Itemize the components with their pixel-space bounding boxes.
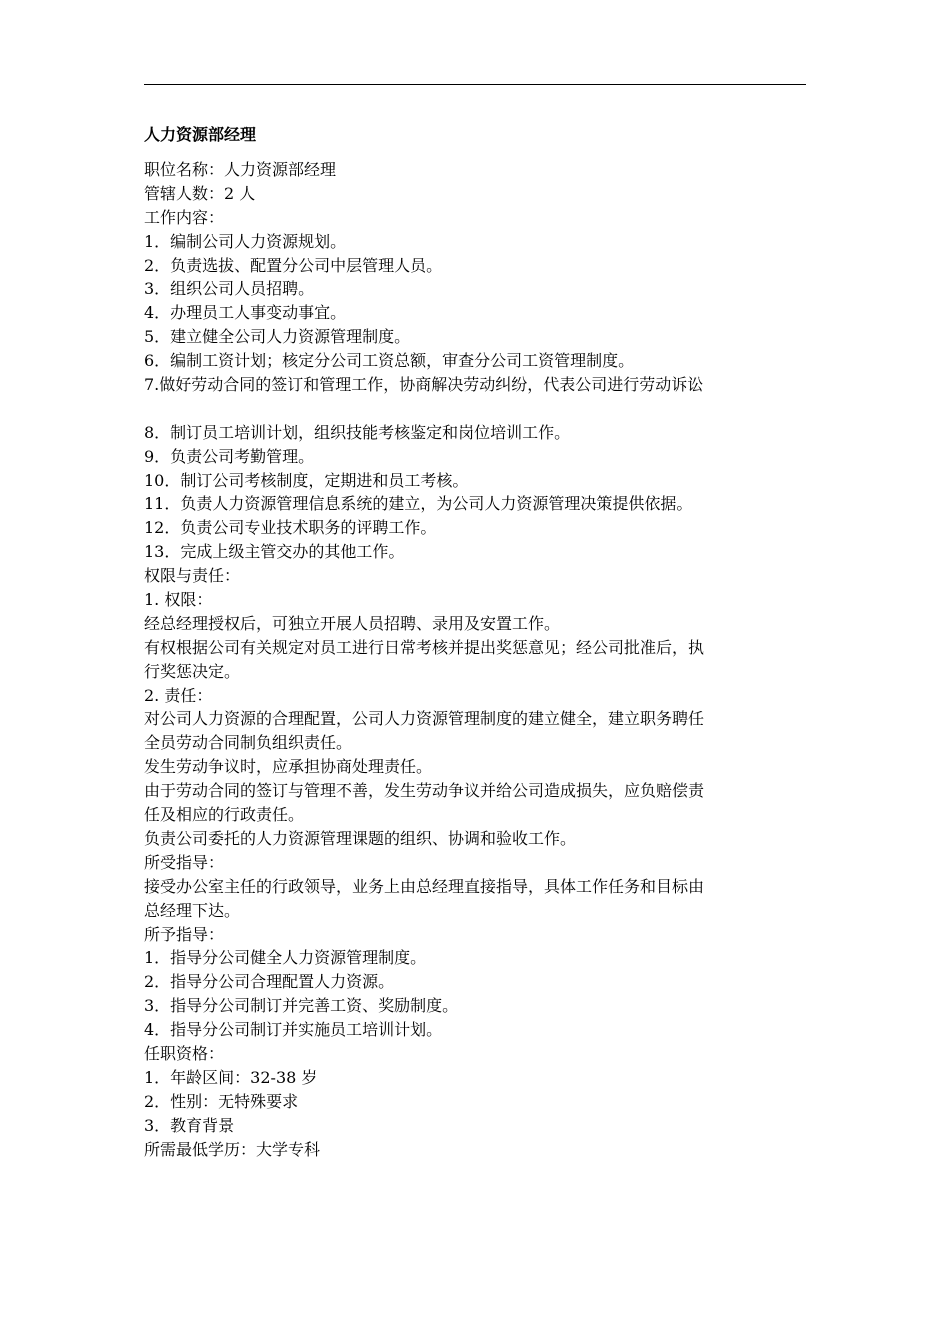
document-title: 人力资源部经理: [144, 125, 257, 144]
text-line: 12．负责公司专业技术职务的评聘工作。: [144, 518, 437, 538]
text-line: 3．教育背景: [144, 1115, 235, 1135]
document-body: [144, 124, 808, 1161]
text-line: 3．指导分公司制订并完善工资、奖励制度。: [144, 996, 459, 1016]
section-heading: 权限与责任：: [144, 566, 241, 586]
section-heading: 所受指导：: [144, 852, 225, 872]
section-heading: 所予指导：: [144, 924, 225, 944]
blank-line: [144, 397, 808, 421]
text-line: 发生劳动争议时，应承担协商处理责任。: [144, 757, 433, 777]
text-line: 全员劳动合同制负组织责任。: [144, 733, 353, 753]
text-line: 接受办公室主任的行政领导，业务上由总经理直接指导，具体工作任务和目标由: [144, 876, 705, 896]
text-line: 工作内容：: [144, 207, 225, 227]
text-line: 管辖人数：2 人: [144, 183, 256, 203]
text-line: 1．年龄区间：32-38 岁: [144, 1067, 318, 1087]
text-line: 2．负责选拔、配置分公司中层管理人员。: [144, 255, 443, 275]
text-line: 总经理下达。: [144, 900, 241, 920]
text-line: 7.做好劳动合同的签订和管理工作，协商解决劳动纠纷，代表公司进行劳动诉讼: [144, 375, 704, 395]
text-line: 6．编制工资计划；核定分公司工资总额，审查分公司工资管理制度。: [144, 351, 635, 371]
text-line: 10．制订公司考核制度，定期进和员工考核。: [144, 470, 469, 490]
text-line: 所需最低学历：大学专科: [144, 1139, 321, 1159]
text-line: 5．建立健全公司人力资源管理制度。: [144, 327, 411, 347]
text-line: 负责公司委托的人力资源管理课题的组织、协调和验收工作。: [144, 828, 577, 848]
text-line: 9．负责公司考勤管理。: [144, 446, 315, 466]
text-line: 任及相应的行政责任。: [144, 805, 305, 825]
text-line: 有权根据公司有关规定对员工进行日常考核并提出奖惩意见；经公司批准后，执: [144, 637, 705, 657]
header-rule: [144, 84, 806, 85]
text-line: 4．指导分公司制订并实施员工培训计划。: [144, 1020, 443, 1040]
text-line: 1．指导分公司健全人力资源管理制度。: [144, 948, 427, 968]
text-line: 行奖惩决定。: [144, 661, 241, 681]
text-line: 4．办理员工人事变动事宜。: [144, 303, 347, 323]
text-line: 3．组织公司人员招聘。: [144, 279, 315, 299]
text-line: 8．制订员工培训计划，组织技能考核鉴定和岗位培训工作。: [144, 422, 571, 442]
text-line: 2．性别：无特殊要求: [144, 1091, 299, 1111]
section-heading: 任职资格：: [144, 1043, 225, 1063]
text-line: 2. 责任：: [144, 685, 213, 705]
text-line: 职位名称：人力资源部经理: [144, 160, 337, 179]
text-line: 对公司人力资源的合理配置，公司人力资源管理制度的建立健全，建立职务聘任: [144, 709, 705, 729]
text-line: 11．负责人力资源管理信息系统的建立，为公司人力资源管理决策提供依据。: [144, 494, 693, 514]
text-line: 1. 权限：: [144, 590, 213, 610]
text-line: 由于劳动合同的签订与管理不善，发生劳动争议并给公司造成损失，应负赔偿责: [144, 781, 705, 801]
text-line: 1．编制公司人力资源规划。: [144, 231, 347, 251]
text-line: 13．完成上级主管交办的其他工作。: [144, 542, 405, 562]
text-line: 2．指导分公司合理配置人力资源。: [144, 972, 395, 992]
text-line: 经总经理授权后，可独立开展人员招聘、录用及安置工作。: [144, 613, 561, 633]
